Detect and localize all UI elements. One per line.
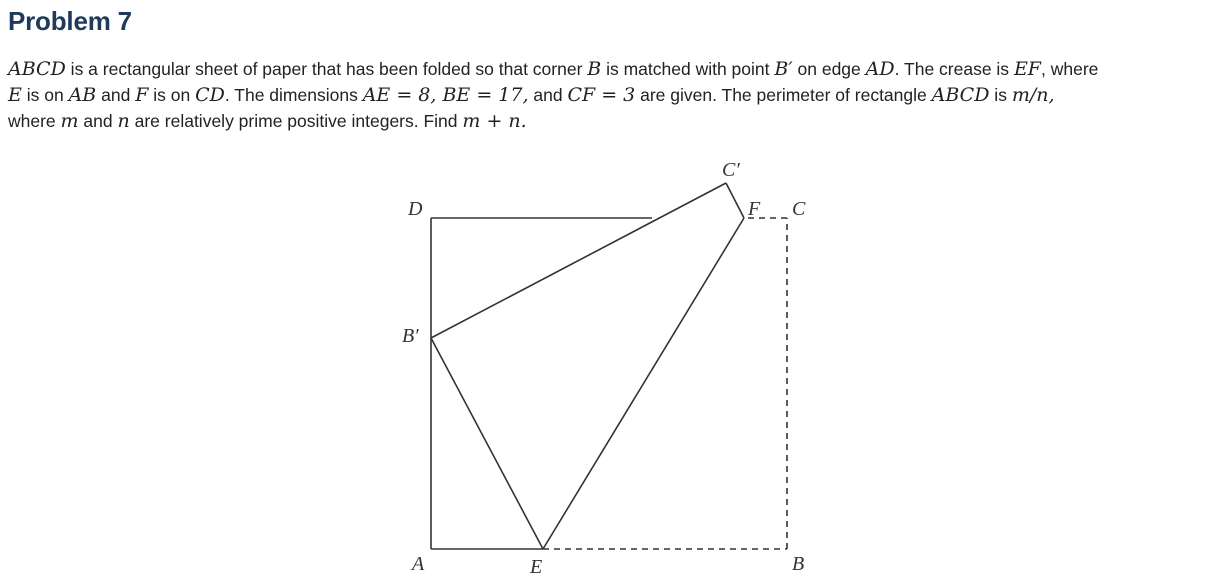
math-b: B [587, 58, 602, 80]
label-a: A [412, 553, 425, 575]
math-ad: AD [865, 58, 895, 80]
label-b-prime: B′ [402, 325, 419, 347]
math-b-prime: B′ [774, 58, 793, 80]
text-segment: are relatively prime positive integers. Find [129, 111, 463, 131]
math-dimensions: AE = 8, BE = 17, [362, 84, 529, 106]
text-segment: . The crease is [894, 59, 1014, 79]
label-d: D [408, 198, 423, 220]
page-title: Problem 7 [8, 6, 132, 36]
math-cd: CD [195, 84, 225, 106]
label-f: F [748, 198, 761, 220]
text-segment: and [96, 85, 136, 105]
text-segment: are given. The perimeter of rectangle [635, 85, 932, 105]
text-segment: is a rectangular sheet of paper that has been folded so that corner [65, 59, 588, 79]
math-m-over-n: m/n, [1011, 84, 1055, 106]
text-segment: is on [21, 85, 69, 105]
text-segment: and [78, 111, 118, 131]
text-segment: where [8, 111, 61, 131]
label-c-prime: C′ [722, 159, 740, 181]
text-segment: , where [1041, 59, 1099, 79]
edge-c-prime-f [726, 183, 744, 218]
math-n: n [117, 110, 130, 132]
math-m: m [60, 110, 79, 132]
math-abcd: ABCD [8, 58, 66, 80]
text-segment: . The dimensions [224, 85, 363, 105]
crease-ef [543, 218, 744, 549]
text-segment: is on [148, 85, 196, 105]
math-m-plus-n: m + n. [462, 110, 527, 132]
edge-b-prime-c-prime [431, 183, 726, 338]
math-e: E [8, 84, 22, 106]
math-abcd: ABCD [931, 84, 990, 106]
text-segment: and [528, 85, 568, 105]
text-segment: is [989, 85, 1012, 105]
text-segment: on edge [792, 59, 866, 79]
math-ab: AB [68, 84, 97, 106]
edge-b-prime-e [431, 338, 543, 549]
label-b: B [792, 553, 805, 575]
text-segment: is matched with point [601, 59, 775, 79]
math-cf: CF = 3 [567, 84, 636, 106]
label-c: C [792, 198, 806, 220]
math-ef: EF [1013, 58, 1041, 80]
label-e: E [530, 556, 543, 578]
math-f: F [135, 84, 149, 106]
